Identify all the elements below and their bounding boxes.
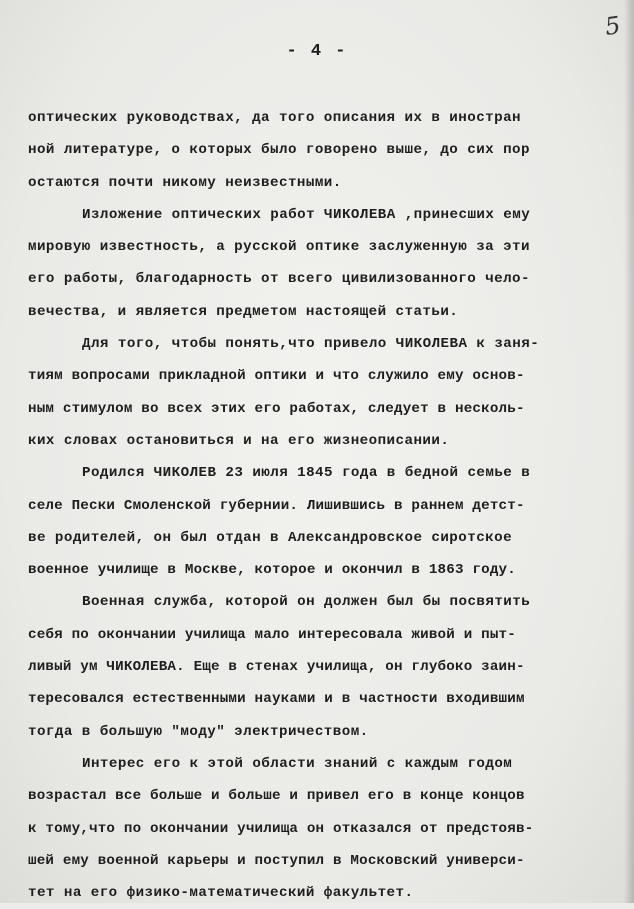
- paragraph-first-line: Интерес его к этой области знаний с каждым годом: [82, 755, 513, 772]
- text-line: шей ему военной карьеры и поступил в Московский универси-: [28, 852, 525, 869]
- paragraph-first-line: Для того, чтобы понять,что привело ЧИКОЛЕВА к заня-: [82, 336, 540, 353]
- text-line: вечества, и является предметом настоящей статьи.: [28, 303, 459, 320]
- page-number: - 4 -: [286, 42, 348, 61]
- text-line: его работы, благодарность от всего цивилизованного чело-: [28, 271, 530, 288]
- paragraph-first-line: Военная служба, которой он должен был бы посвятить: [82, 594, 531, 611]
- text-line: ких словах остановиться и на его жизнеописании.: [28, 432, 450, 449]
- text-line: ве родителей, он был отдан в Александровское сиротское: [28, 529, 513, 546]
- text-line: ным стимулом во всех этих его работах, следует в несколь-: [28, 400, 525, 417]
- text-line: селе Пески Смоленской губернии. Лишившись в раннем детст-: [28, 497, 525, 514]
- text-line: тет на его физико-математический факультет.: [28, 885, 414, 902]
- text-line: оптических руководствах, да того описания их в иностран: [28, 110, 522, 126]
- text-line: военное училище в Москве, которое и окончил в 1863 году.: [28, 562, 516, 579]
- text-line: к тому,что по окончании училища он отказался от предстояв-: [28, 820, 534, 837]
- text-line: ной литературе, о которых было говорено выше, до сих пор: [28, 142, 530, 159]
- text-line: остаются почти никому неизвестными.: [28, 174, 342, 191]
- paragraph-first-line: Родился ЧИКОЛЕВ 23 июля 1845 года в бедной семье в: [82, 465, 531, 482]
- handwritten-page-mark: 5: [602, 11, 622, 41]
- text-line: возрастал все больше и больше и привел его в конце концов: [28, 788, 525, 805]
- text-line: себя по окончании училища мало интересовала живой и пыт-: [28, 626, 516, 643]
- text-line: тиям вопросами прикладной оптики и что служило ему основ-: [28, 368, 525, 385]
- text-line: мировую известность, а русской оптике заслуженную за эти: [28, 239, 530, 256]
- text-line: ливый ум ЧИКОЛЕВА. Еще в стенах училища, он глубоко заин-: [28, 659, 525, 676]
- body-text: [0, 102, 634, 909]
- paragraph-first-line: Изложение оптических работ ЧИКОЛЕВА ,принесших ему: [82, 206, 531, 223]
- text-line: тересовался естественными науками и в частности входившим: [28, 691, 525, 708]
- text-line: тогда в большую "моду" электричеством.: [28, 723, 369, 740]
